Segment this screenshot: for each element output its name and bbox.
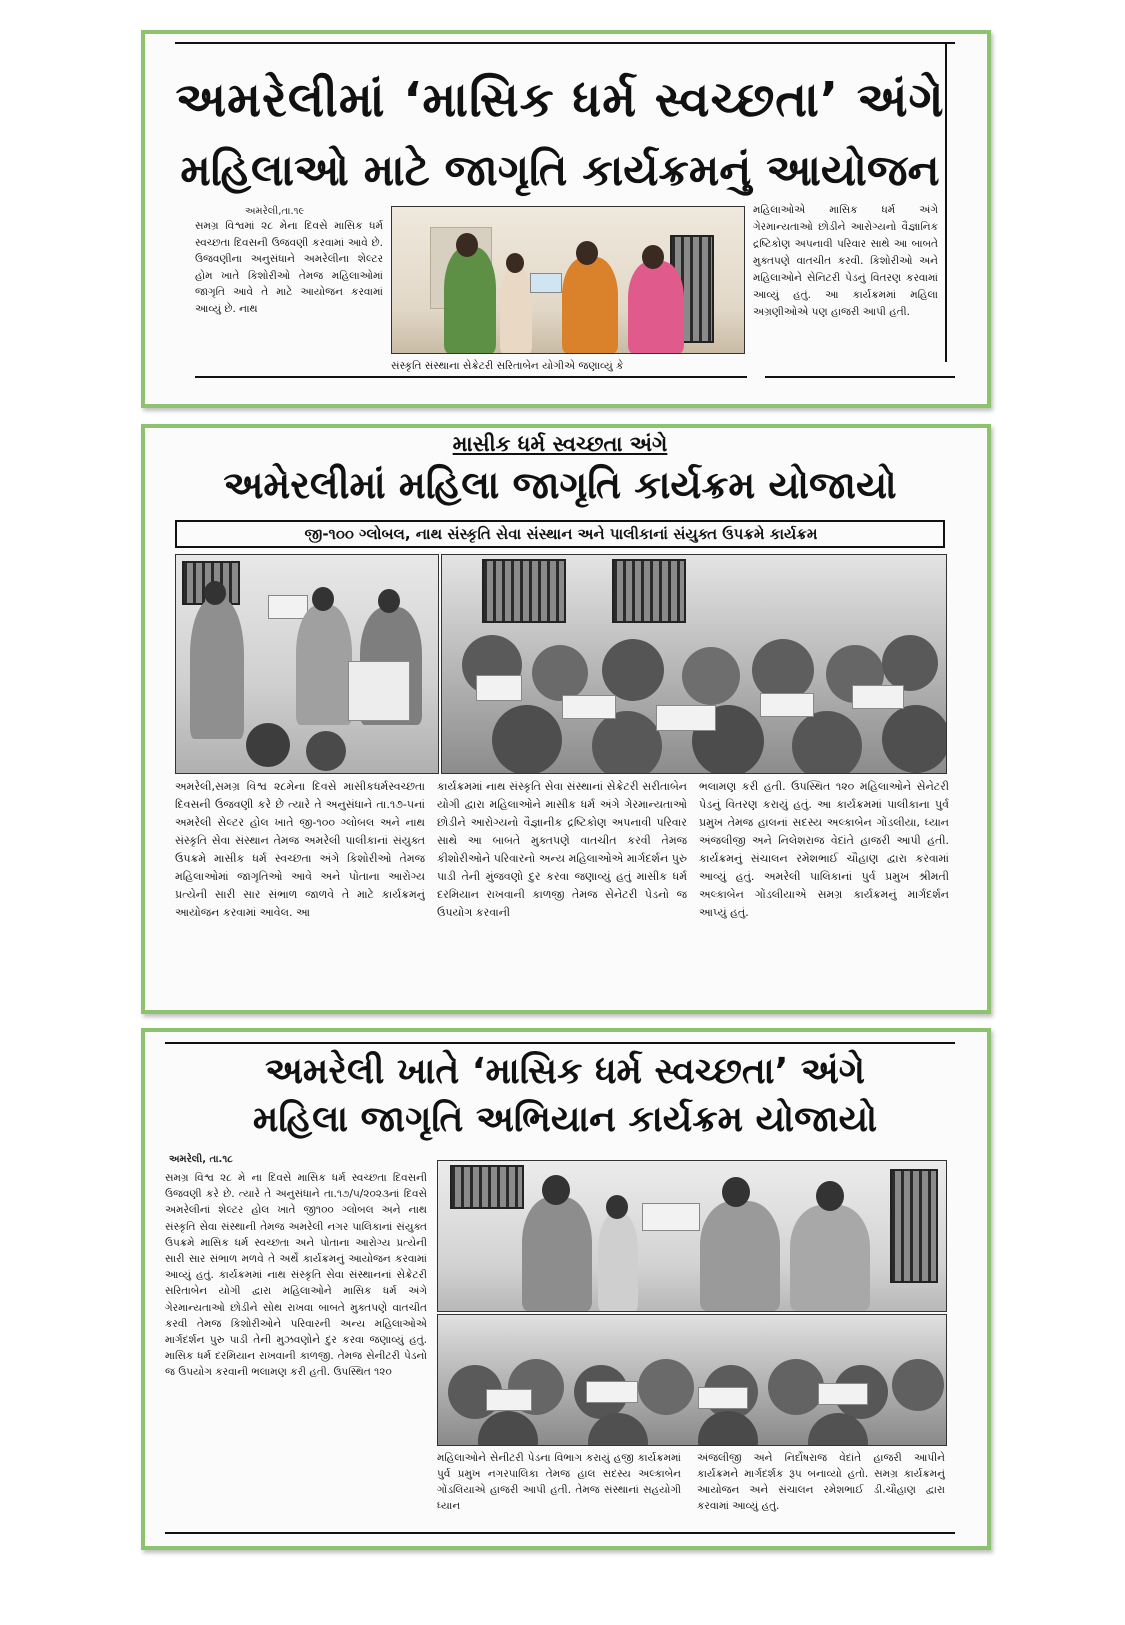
article-column-left: સમગ્ર વિશ્વમાં ૨૮ મેના દિવસે માસિક ધર્મ સ્વચ્છતા દિવસની ઉજવણી કરવામાં આવે છે. ઉજવણીના અનુસંધાને અમરેલીના શેલ્ટર હોમ ખાતે કિશોરીઓ તેમજ મહિલાઓમાં જાગૃતિ આવે તે માટે આયોજન કરવામાં આવ્યું છે. નાથ xyxy=(195,220,383,315)
news-clipping-1 xyxy=(141,30,991,408)
subhead: જી-૧૦૦ ગ્લોબલ, નાથ સંસ્કૃતિ સેવા સંસ્થાન અને પાલીકાનાં સંયુક્ત ઉપક્રમે કાર્યક્રમ xyxy=(304,525,818,543)
dateline: અમરેલી, તા.૧૮ xyxy=(169,1154,233,1165)
article-column-middle: મહિલાઓને સેનીટરી પેડના વિભાગ કરાયું હજી કાર્યક્રમમાં પુર્વ પ્રમુખ નગરપાલિકા તેમજ હાલ સદસ્ય અલ્કાબેન ગોંડલિયાએ હાજરી આપી હતી. તેમજ સંસ્થાનાં સહયોગી ધ્યાન xyxy=(437,1452,681,1512)
article-column-1: અમરેલી,સમગ્ર વિશ્વ ૨૮મેના દિવસે માસીકધર્મસ્વચ્છતા દિવસની ઉજવણી કરે છે ત્યારે તે અનુસંધાને તા.૧૭-૫નાં અમરેલી સેલ્ટર હોલ ખાતે જી-૧૦૦ ગ્લોબલ અને નાથ સંસ્કૃતિ સેવા સંસ્થાન તેમજ અમરેલી પાલીકાનાં સંયુક્ત ઉપક્રમે માસીક ધર્મ સ્વચ્છતા અંગે કિશોરીઓ તેમજ મહિલાઓમાં જાગૃતિઓ આવે અને પોતાના આરોગ્ય પ્રત્યેની સારી સાર સંભાળ જાળવે તે માટે કાર્યક્રમનું આયોજન કરવામાં આવેલ. આ xyxy=(175,780,425,919)
article-column-right: અંજલીજી અને નિર્દોષરાજ વેદાંતે હાજરી આપીને કાર્યક્રમને માર્ગદર્શક રૂપ બનાવ્યો હતો. સમગ્ર કાર્યક્રમનું આયોજન અને સંચાલન રમેશભાઈ ડી.ચૌહાણ દ્વારા કરવામાં આવ્યું હતું. xyxy=(697,1452,945,1512)
bottom-rule xyxy=(165,1532,955,1534)
subhead-band xyxy=(175,520,945,548)
bottom-rule xyxy=(195,376,747,378)
headline-line-1: અમરેલી ખાતે ‘માસિક ધર્મ સ્વચ્છતા’ અંગે xyxy=(264,1051,866,1092)
event-photo-left xyxy=(175,554,439,774)
photo-caption-line: સંસ્કૃતિ સંસ્થાના સેક્રેટરી સરિતાબેન યોગીએ જણાવ્યું કે xyxy=(391,360,624,372)
event-photo-right xyxy=(441,554,947,774)
headline-line-2: મહિલા જાગૃતિ અભિયાન કાર્યક્રમ યોજાયો xyxy=(252,1099,878,1140)
event-photo-bottom xyxy=(437,1314,947,1446)
event-photo xyxy=(391,206,745,354)
top-rule xyxy=(165,1042,955,1044)
dateline: અમરેલી,તા.૧૯ xyxy=(245,206,305,217)
article-column-2: કાર્યક્રમમાં નાથ સંસ્કૃતિ સેવા સંસ્થાનાં સેક્રેટરી સરીતાબેન યોગી દ્વારા મહિલાઓને માસીક ધર્મ અંગે ગેરમાન્યતાઓ છોડીને આરોગ્યનો વૈજ્ઞાનીક દ્રષ્ટિકોણ અપનાવી પરિવાર સાથે આ બાબતે મુક્તપણે વાતચીત કરવી તેમજ કીશોરીઓને પરિવારનો અન્ય મહિલાઓએ માર્ગદર્શન પુરુ પાડી તેની મુંજવણો દુર કરવા જણાવ્યું હતું માસીક ધર્મ દરમિયાન રાખવાની કાળજી તેમજ સેનેટરી પેડનો જ ઉપયોગ કરવાની xyxy=(437,780,687,919)
article-column-3: ભલામણ કરી હતી. ઉપસ્થિત ૧૨૦ મહિલાઓને સેનેટરી પેડનું વિતરણ કરાયું હતું. આ કાર્યક્રમમાં પાલીકાના પુર્વ પ્રમુખ તેમજ હાલનાં સદસ્ય અલ્કાબેન ગોંડલીયા, ધ્યાન અંજલીજી અને નિલેશરાજ વેદાંતે હાજરી આપી હતી. કાર્યક્રમનું સંચાલન રમેશભાઈ ચૌહાણ દ્વારા કરવામાં આવ્યું હતું. અમરેલી પાલિકાનાં પુર્વ પ્રમુખ શ્રીમતી અલ્કાબેન ગોંડલીયાએ સમગ્ર કાર્યક્રમનું માર્ગદર્શન આપ્યું હતું. xyxy=(699,780,949,919)
headline: અમેરલીમાં મહિલા જાગૃતિ કાર્યક્રમ યોજાયો xyxy=(223,463,897,507)
article-column-right: મહિલાઓએ માસિક ધર્મ અંગે ગેરમાન્યતાઓ છોડીને આરોગ્યનો વૈજ્ઞાનિક દ્રષ્ટિકોણ અપનાવી પરિવાર સાથે આ બાબતે મુક્તપણે વાતચીત કરવી. કિશોરીઓ અને મહિલાઓને સેનિટરી પેડનું વિતરણ કરવામાં આવ્યું હતું. આ કાર્યક્રમમાં મહિલા અગ્રણીઓએ પણ હાજરી આપી હતી. xyxy=(753,204,938,318)
kicker: માસીક ધર્મ સ્વચ્છતા અંગે xyxy=(452,432,668,456)
event-photo-top xyxy=(437,1160,947,1312)
article-column-left: સમગ્ર વિશ્વ ૨૮ મે ના દિવસે માસિક ધર્મ સ્વચ્છતા દિવસની ઉજવણી કરે છે. ત્યારે તે અનુસંધાને તા.૧૭/૫/૨૦૨૩નાં દિવસે અમરેલીનાં શેલ્ટર હોલ ખાતે જી૧૦૦ ગ્લોબલ અને નાથ સંસ્કૃતિ સેવા સંસ્થાની તેમજ અમરેલી નગર પાલિકાનાં સંયુક્ત ઉપક્રમે માસિક ધર્મ સ્વચ્છતા અને પોતાના આરોગ્ય પ્રત્યેની સારી સાર સંભાળ મળવે તે અર્થે કાર્યક્રમનું આયોજન કરવામાં આવ્યું હતું. કાર્યક્રમમાં નાથ સંસ્કૃતિ સેવા સંસ્થાનનાં સેક્રેટરી સરિતાબેન યોગી દ્વારા મહિલાઓને માસિક ધર્મ અંગે ગેરમાન્યતાઓ છોડીને સોથ રાખવા બાબતે મુક્તપણે વાતચીત કરવી તેમજ કિશોરીઓને પરિવારની અન્ય મહિલાઓએ માર્ગદર્શન પુરુ પાડી તેની મુઝવણોને દુર કરવા જણાવ્યું હતું. માસિક ધર્મ દરમિયાન રાખવાની કાળજી. તેમજ સેનીટરી પેડનો જ ઉપયોગ કરવાની ભલામણ કરી હતી. ઉપસ્થિત ૧૨૦ xyxy=(165,1172,427,1379)
news-clipping-2 xyxy=(141,424,991,1014)
bottom-rule-right xyxy=(765,376,955,378)
right-column-rule xyxy=(945,42,947,362)
headline-line-1: અમરેલીમાં ‘માસિક ધર્મ સ્વચ્છતા’ અંગે xyxy=(175,72,945,128)
news-clipping-3 xyxy=(141,1028,991,1550)
top-rule xyxy=(175,42,955,44)
headline-line-2: મહિલાઓ માટે જાગૃતિ કાર્યક્રમનું આયોજન xyxy=(180,146,940,196)
